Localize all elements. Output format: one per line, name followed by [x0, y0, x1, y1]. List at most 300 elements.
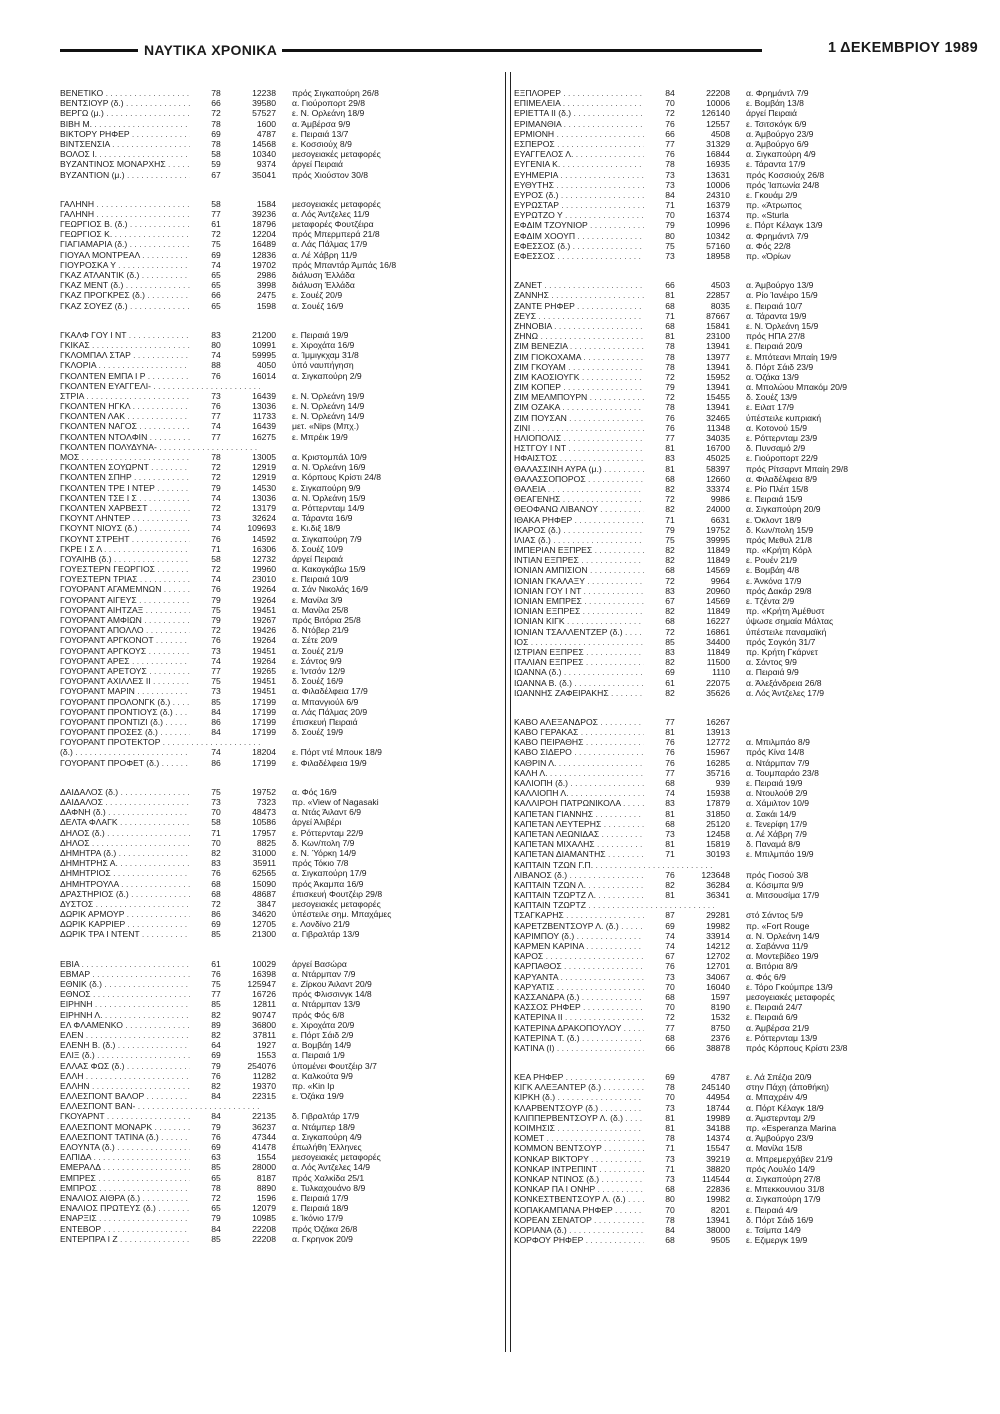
ship-name: ΓΙΟΥΑΛ ΜΟΝΤΡΕΑΛ . . .	[60, 250, 190, 260]
ship-name: ΖΙΜ ΓΚΟΥΑΜ . . .	[514, 362, 644, 372]
ship-name: ΘΑΛΑΣΣΟΠΟΡΟΣ . . .	[514, 474, 644, 484]
ship-row	[514, 494, 954, 504]
gross-tonnage: 14212	[706, 941, 730, 951]
ship-row	[514, 545, 954, 555]
gross-tonnage: 15967	[706, 747, 730, 758]
ship-status: ε. Ν. Όρλεάνη 19/9	[292, 390, 365, 401]
ship-row	[60, 929, 500, 939]
ship-name: ΚΑΤΕΡΙΝΑ Τ. (δ.) . . .	[514, 1033, 644, 1043]
ship-status: πρός Ίαπωνία 24/8	[746, 179, 820, 190]
ship-row	[60, 574, 500, 584]
ship-list-right-column	[514, 88, 954, 1264]
ship-status: ε. Ν. Όρλεάνη 14/9	[292, 401, 365, 412]
gross-tonnage: 10996	[706, 220, 730, 231]
ship-name: ΚΟΜΕΤ . . .	[514, 1133, 644, 1143]
ship-status: πρός Χιούστον 30/8	[292, 169, 369, 180]
gross-tonnage: 29281	[706, 910, 730, 921]
build-year: 82	[211, 1080, 221, 1091]
build-year: 78	[665, 361, 675, 372]
ship-status: α. Καλκούτα 9/9	[292, 1070, 353, 1081]
ship-row	[60, 360, 500, 370]
build-year: 70	[665, 981, 675, 992]
build-year: 88	[211, 360, 221, 371]
ship-status: α. Μπαχρέιν 4/9	[746, 1092, 808, 1103]
ship-row	[514, 1002, 954, 1012]
ship-row	[60, 503, 500, 513]
header-rule-right	[282, 49, 762, 52]
build-year: 77	[211, 665, 221, 676]
build-year: 66	[665, 280, 675, 291]
ship-name: ΕΒΜΑΡ . . .	[60, 969, 190, 979]
ship-status: μεσογειακές μεταφορές	[292, 198, 381, 209]
ship-row	[60, 209, 500, 219]
build-year: 78	[211, 118, 221, 129]
ship-name: ΓΟΥΟΡΑΝΤ ΠΡΟΤΕΚΤΟΡ . . .	[60, 737, 260, 747]
gross-tonnage: 19264	[252, 594, 276, 605]
build-year: 86	[211, 909, 221, 920]
build-year: 85	[211, 1233, 221, 1244]
gross-tonnage: 19752	[706, 524, 730, 535]
ship-name: ΔΩΡΙΚ ΚΑΡΡΙΕΡ . . .	[60, 919, 190, 929]
gross-tonnage: 8825	[256, 837, 276, 848]
ship-row	[60, 1142, 500, 1152]
newspaper-title: ΝΑΥΤΙΚΑ ΧΡΟΝΙΚΑ	[144, 42, 278, 58]
ship-name: ΔΩΡΙΚ ΤΡΑ Ι ΝΤΕΝΤ . . .	[60, 929, 190, 939]
ship-name: ΘΕΟΦΑΝΩ ΛΙΒΑΝΟΥ . . .	[514, 504, 644, 514]
build-year: 71	[665, 849, 675, 860]
build-year: 85	[211, 1162, 221, 1173]
gross-tonnage: 1597	[710, 991, 730, 1002]
ship-status: δ. Σουέζ 10/9	[292, 543, 344, 554]
ship-row	[514, 727, 954, 737]
build-year: 76	[665, 869, 675, 880]
ship-name: ΚΑΛΗ Λ. . . .	[514, 768, 644, 778]
ship-list-left-column	[60, 88, 500, 1263]
build-year: 77	[211, 411, 221, 422]
ship-status: α. Ν. Όρλεάνη 16/9	[292, 462, 366, 473]
build-year: 66	[665, 128, 675, 139]
ship-status: ε. Χιροχάτα 20/9	[292, 1019, 355, 1030]
build-year: 82	[665, 687, 675, 698]
ship-row	[60, 584, 500, 594]
build-year: 82	[211, 1029, 221, 1040]
build-year: 82	[665, 545, 675, 556]
gross-tonnage: 15841	[706, 320, 730, 331]
build-year: 78	[211, 138, 221, 149]
ship-row	[514, 972, 954, 982]
ship-row	[514, 565, 954, 575]
ship-row	[514, 1103, 954, 1113]
build-year: 85	[211, 696, 221, 707]
build-year: 78	[665, 1214, 675, 1225]
ship-name: ΚΑΛΛΙΟΠΗ Λ. . . .	[514, 788, 644, 798]
gross-tonnage: 10006	[706, 179, 730, 190]
build-year: 63	[211, 1152, 221, 1163]
ship-name: ΓΟΥΟΡΑΝΤ ΠΡΟΣΕΣ (δ.) . . .	[60, 727, 190, 737]
ship-group	[514, 88, 954, 261]
gross-tonnage: 33914	[706, 930, 730, 941]
ship-status: ε. Ρουέν 21/9	[746, 555, 798, 566]
build-year: 79	[211, 1213, 221, 1224]
ship-status: ε. Τσιτσκόγκ 6/9	[746, 118, 807, 129]
gross-tonnage: 12811	[252, 999, 276, 1010]
gross-tonnage: 59995	[252, 350, 276, 361]
ship-status: ύπέστειλε σημ. Μπαχάμες	[292, 909, 392, 920]
build-year: 74	[211, 747, 221, 758]
gross-tonnage: 12079	[252, 1203, 276, 1214]
ship-row	[514, 1082, 954, 1092]
build-year: 68	[665, 818, 675, 829]
build-year: 72	[211, 564, 221, 575]
build-year: 81	[665, 839, 675, 850]
ship-row	[514, 1023, 954, 1033]
ship-row	[60, 1050, 500, 1060]
build-year: 79	[665, 524, 675, 535]
gross-tonnage: 16267	[706, 716, 730, 727]
ship-name: ΓΚΟΛΝΤΕΝ ΤΣΕ Ι Σ . . .	[60, 493, 190, 503]
ship-status: α. Ίμμιγκχαμ 31/8	[292, 350, 359, 361]
ship-status: ε. Ν. Όρλεάνη 14/9	[292, 411, 365, 422]
ship-name: ΚΑΣΣΟΣ ΡΗΦΕΡ . . .	[514, 1002, 644, 1012]
ship-name: ΚΙΓΚ ΑΛΕΞΑΝΤΕΡ (δ.) . . .	[514, 1082, 644, 1092]
ship-row	[514, 443, 954, 453]
ship-name: ΚΑΒΟ ΓΕΡΑΚΑΣ . . .	[514, 727, 644, 737]
build-year: 73	[211, 390, 221, 401]
build-year: 85	[211, 929, 221, 940]
ship-status: ε. Πειραιά 10/9	[292, 574, 349, 585]
gross-tonnage: 15547	[706, 1143, 730, 1154]
ship-status: διάλυση Έλλάδα	[292, 280, 355, 291]
gross-tonnage: 10029	[252, 958, 276, 969]
ship-name: ΖΗΝΟΒΙΑ . . .	[514, 321, 644, 331]
ship-row	[514, 402, 954, 412]
ship-status: ε. Τυλκαχουάνο 8/9	[292, 1182, 366, 1193]
build-year: 73	[665, 828, 675, 839]
ship-name: ΘΕΑΓΕΝΗΣ . . .	[514, 494, 644, 504]
gross-tonnage: 13977	[706, 351, 730, 362]
ship-row	[514, 667, 954, 677]
ship-row	[60, 119, 500, 129]
ship-group	[60, 330, 500, 768]
build-year: 83	[665, 646, 675, 657]
ship-name: ΚΑΤΕΡΙΝΑ ΙΙ . . .	[514, 1012, 644, 1022]
ship-row	[60, 697, 500, 707]
ship-name: ΔΗΛΟΣ (δ.) . . .	[60, 828, 190, 838]
ship-name: ΖΙΝΙ . . .	[514, 423, 644, 433]
ship-row	[514, 331, 954, 341]
gross-tonnage: 3847	[256, 898, 276, 909]
ship-name: ΕΜΠΡΟΣ . . .	[60, 1183, 190, 1193]
ship-status: α. Σάντος 9/9	[746, 657, 797, 668]
build-year: 82	[211, 847, 221, 858]
ship-row	[514, 627, 954, 637]
ship-name: ΔΥΣΤΟΣ . . .	[60, 899, 190, 909]
ship-row	[514, 190, 954, 200]
gross-tonnage: 16489	[252, 239, 276, 250]
gross-tonnage: 9374	[256, 159, 276, 170]
ship-name: ΚΟΝΚΑΡ ΙΝΤΡΕΠΙΝΤ . . .	[514, 1164, 644, 1174]
build-year: 68	[665, 473, 675, 484]
ship-row	[514, 1164, 954, 1174]
gross-tonnage: 39236	[252, 208, 276, 219]
ship-row	[60, 1030, 500, 1040]
ship-name: ΓΟΥΟΡΑΝΤ ΜΑΡΙΝ . . .	[60, 686, 190, 696]
gross-tonnage: 16014	[252, 370, 276, 381]
build-year: 77	[665, 1022, 675, 1033]
ship-row	[514, 849, 954, 859]
ship-row	[60, 889, 500, 899]
build-year: 74	[665, 941, 675, 951]
ship-row	[514, 1174, 954, 1184]
ship-name: ΕΦΕΣΣΟΣ (δ.) . . .	[514, 241, 644, 251]
ship-status: πρ. «View of Nagasaki	[292, 797, 379, 807]
ship-row	[514, 1043, 954, 1053]
build-year: 72	[211, 625, 221, 636]
gross-tonnage: 39995	[706, 534, 730, 545]
ship-row	[514, 382, 954, 392]
ship-status: α. Κόσιμπα 9/9	[746, 879, 804, 890]
ship-row	[60, 1071, 500, 1081]
ship-status: πρός Ρίτσαρντ Μπαίη 29/8	[746, 463, 849, 474]
gross-tonnage: 12732	[252, 553, 276, 564]
ship-row	[514, 586, 954, 596]
build-year: 65	[211, 270, 221, 280]
ship-status: ε. Φιλαδέλφεια 19/9	[292, 757, 367, 768]
ship-name: ΓΚΟΛΝΤΕΝ ΠΟΛΥΔΥΝΑ- . . .	[60, 442, 260, 452]
ship-group	[514, 1072, 954, 1245]
build-year: 83	[211, 858, 221, 869]
gross-tonnage: 4503	[710, 280, 730, 291]
ship-name: ΓΟΥΟΡΑΝΤ ΠΡΟΦΕΤ (δ.) . . .	[60, 758, 190, 768]
ship-name: ΓΚΟΛΝΤΕΝ ΣΠΗΡ . . .	[60, 472, 190, 482]
ship-status: ε. Ρόττερνταμ 22/9	[292, 827, 364, 838]
ship-row	[514, 453, 954, 463]
ship-name: ΚΛΙΠΠΕΡΒΕΝΤΣΟΥΡ Λ. (δ.) . . .	[514, 1113, 644, 1123]
ship-name: ΕΛΠΙΔΑ . . .	[60, 1152, 190, 1162]
build-year: 65	[211, 1172, 221, 1183]
ship-status: α. Γιούρoπορτ 29/8	[292, 98, 366, 109]
gross-tonnage: 13941	[706, 402, 730, 413]
ship-status: άργεί Βασώρα	[292, 958, 347, 969]
ship-row	[60, 219, 500, 229]
ship-row	[60, 523, 500, 533]
ship-name: ΖΙΜ ΜΕΛΜΠΟΥΡΝ . . .	[514, 392, 644, 402]
ship-name: ΓΚΟΛΝΤΕΝ ΝΤΟΛΦΙΝ . . .	[60, 432, 190, 442]
ship-status: έπισκευή Πειραιά	[292, 716, 358, 727]
gross-tonnage: 35041	[252, 169, 276, 180]
ship-row	[60, 270, 500, 280]
ship-row	[60, 290, 500, 300]
ship-name: ΕΞΠΛΟΡΕΡ . . .	[514, 88, 644, 98]
ship-status: πρός Λουλέο 14/9	[746, 1163, 815, 1174]
build-year: 61	[211, 958, 221, 969]
build-year: 81	[665, 727, 675, 738]
ship-row	[60, 747, 500, 757]
ship-name: ΙΟΝΙΑΝ ΤΣΑΛΛΕΝΤΖΕΡ (δ.) . . .	[514, 627, 644, 637]
ship-row	[60, 969, 500, 979]
build-year: 83	[665, 453, 675, 464]
ship-row	[514, 778, 954, 788]
build-year: 65	[211, 300, 221, 311]
ship-status: ε. Λονδίνο 21/9	[292, 919, 350, 930]
gross-tonnage: 19960	[252, 564, 276, 575]
ship-name: ΚΑΡΟΣ . . .	[514, 951, 644, 961]
ship-name: ΚΑΡΥΑΤΙΣ . . .	[514, 982, 644, 992]
ship-name: ΔΑΙΔΑΛΟΣ . . .	[60, 797, 190, 807]
ship-status: α. Μπιλμπάο 8/9	[746, 737, 810, 748]
build-year: 72	[665, 626, 675, 637]
ship-name: ΙΛΙΑΣ (δ.) . . .	[514, 535, 644, 545]
ship-row	[60, 432, 500, 442]
ship-status: πρ. «Άτρωπος	[746, 200, 802, 211]
build-year: 58	[211, 149, 221, 160]
ship-row	[60, 707, 500, 717]
ship-row	[514, 129, 954, 139]
ship-name: ΓΟΥΟΡΑΝΤ ΑΠΟΛΛΟ . . .	[60, 625, 190, 635]
ship-row	[514, 433, 954, 443]
build-year: 58	[211, 198, 221, 209]
ship-status: α. Σάν Νικολάς 16/9	[292, 584, 369, 595]
gross-tonnage: 4787	[710, 1072, 730, 1083]
ship-status: α. Άμστερνταμ 2/9	[746, 1112, 816, 1123]
build-year: 76	[665, 412, 675, 423]
ship-status: α. Τουμπαράο 23/8	[746, 767, 819, 778]
ship-name: ΖΙΜ ΟΖΑΚΑ . . .	[514, 402, 644, 412]
ship-status: α. Ρίο Ίανέιρο 15/9	[746, 290, 818, 301]
build-year: 69	[211, 249, 221, 260]
build-year: 77	[211, 431, 221, 442]
ship-row	[60, 1122, 500, 1132]
gross-tonnage: 1596	[256, 1192, 276, 1203]
ship-name: ΓΙΟΥΡΟΣΚΑ Υ . . .	[60, 260, 190, 270]
ship-status: α. Ρόττερνταμ 14/9	[292, 502, 365, 513]
ship-status: ε. Τόρο Γκούμπρε 13/9	[746, 981, 833, 992]
ship-row	[60, 452, 500, 462]
build-year: 76	[211, 1070, 221, 1081]
ship-row	[514, 88, 954, 98]
ship-row	[60, 899, 500, 909]
build-year: 69	[211, 128, 221, 139]
build-year: 85	[211, 999, 221, 1010]
gross-tonnage: 1600	[256, 118, 276, 129]
ship-row	[514, 688, 954, 698]
build-year: 81	[665, 331, 675, 342]
ship-name: ΙΚΑΡΟΣ (δ.) . . .	[514, 525, 644, 535]
ship-name: ΚΟΝΚΑΡ ΒΙΚΤΟΡΥ . . .	[514, 1154, 644, 1164]
ship-status: α. Ντάρμπαν 7/9	[746, 757, 810, 768]
ship-status: άργεί Πειραιά	[292, 553, 343, 564]
ship-group	[60, 959, 500, 1244]
ship-row	[514, 637, 954, 647]
ship-name: ΕΡΜΙΟΝΗ . . .	[514, 129, 644, 139]
ship-row	[514, 423, 954, 433]
ship-name: ΕΝΑΛΙΟΣ ΑΙΘΡΑ (δ.) . . .	[60, 1193, 190, 1203]
build-year: 68	[665, 1184, 675, 1195]
gross-tonnage: 14568	[252, 138, 276, 149]
build-year: 68	[211, 878, 221, 889]
ship-name: ΙΜΠΕΡΙΑΝ ΕΞΠΡΕΣ . . .	[514, 545, 644, 555]
gross-tonnage: 22208	[252, 1233, 276, 1244]
ship-name: ΓΚΟΛΝΤΕΝ ΕΜΠΑ Ι Ρ . . .	[60, 371, 190, 381]
ship-status: α. Λάς Πάλμας 17/9	[292, 239, 368, 250]
ship-row	[514, 301, 954, 311]
ship-row	[60, 159, 500, 169]
ship-status: δ. Κων/πολη 7/9	[292, 837, 355, 848]
build-year: 71	[665, 1163, 675, 1174]
build-year: 83	[211, 329, 221, 340]
ship-name: ΚΑΡΜΕΝ ΚΑΡΙΝΑ . . .	[514, 941, 644, 951]
ship-name: ΓΚΟΛΝΤΕΝ ΧΑΡΒΕΣΤ . . .	[60, 503, 190, 513]
gross-tonnage: 20960	[706, 585, 730, 596]
ship-name: ΚΑΠΕΤΑΝ ΛΕΥΤΕΡΗΣ . . .	[514, 819, 644, 829]
gross-tonnage: 57527	[252, 108, 276, 119]
build-year: 68	[665, 1032, 675, 1043]
build-year: 71	[665, 514, 675, 525]
ship-row	[514, 890, 954, 900]
ship-row	[60, 149, 500, 159]
ship-status: ε. Βομβάη 4/8	[746, 565, 800, 576]
ship-status: δ. Πυνσαμό 2/9	[746, 443, 806, 454]
ship-name: ΓΑΛΗΝΗ . . .	[60, 209, 190, 219]
gross-tonnage: 23010	[252, 574, 276, 585]
ship-row	[514, 362, 954, 372]
ship-status: α. Τάραντα 19/9	[746, 310, 807, 321]
ship-status: α. Λέ Χάβρη 7/9	[746, 828, 807, 839]
ship-row	[514, 860, 954, 870]
gross-tonnage: 17199	[252, 696, 276, 707]
ship-row	[514, 1033, 954, 1043]
build-year: 65	[211, 280, 221, 291]
gross-tonnage: 13179	[252, 502, 276, 513]
gross-tonnage: 19265	[252, 665, 276, 676]
gross-tonnage: 11849	[706, 606, 730, 617]
ship-row	[514, 747, 954, 757]
ship-row	[60, 391, 500, 401]
build-year: 78	[665, 341, 675, 352]
gross-tonnage: 19267	[252, 615, 276, 625]
ship-row	[514, 951, 954, 961]
build-year: 73	[665, 179, 675, 190]
build-year: 69	[211, 1050, 221, 1061]
ship-row	[514, 829, 954, 839]
ship-status: μεσογειακές μεταφορές	[292, 898, 381, 909]
ship-row	[60, 411, 500, 421]
ship-status: ε. Όκλοντ 18/9	[746, 514, 802, 525]
ship-name: ΙΟΣ . . .	[514, 637, 644, 647]
ship-name: ΚΟΝΚΕΣΤΒΕΝΤΣΟΥΡ Λ. (δ.) . . .	[514, 1194, 644, 1204]
gross-tonnage: 25120	[706, 818, 730, 829]
ship-row	[60, 595, 500, 605]
gross-tonnage: 6631	[710, 514, 730, 525]
build-year: 58	[211, 817, 221, 828]
gross-tonnage: 62565	[252, 868, 276, 879]
gross-tonnage: 14569	[706, 565, 730, 576]
ship-name: ΓΚΟΥΝΤ ΣΤΡΕΗΤ . . .	[60, 534, 190, 544]
ship-status: α. Σιγκαπούρη 20/9	[746, 504, 821, 515]
ship-name: ΕΛΛΗ . . .	[60, 1071, 190, 1081]
ship-row	[60, 919, 500, 929]
ship-status: ε. Ν. Όρλεάνη 15/9	[746, 320, 819, 331]
ship-name: ΓΚΑΖ ΜΕΝΤ (δ.) . . .	[60, 280, 190, 290]
ship-name: ΓΚΟΛΝΤΕΝ ΤΡΕ Ι ΝΤΕΡ . . .	[60, 483, 190, 493]
ship-name: ΙΟΝΙΑΝ ΕΜΠΡΕΣ . . .	[514, 596, 644, 606]
ship-name: ΓΚΟΛΝΤΕΝ ΝΑΓΟΣ . . .	[60, 421, 190, 431]
build-year: 72	[665, 575, 675, 586]
ship-name: ΒΥΖΑΝΤΙΝΟΣ ΜΟΝΑΡΧΗΣ . . .	[60, 159, 190, 169]
ship-status: πρ. «Όρίων	[746, 251, 791, 261]
build-year: 73	[665, 971, 675, 982]
ship-name: ΚΟΜΜΟΝ ΒΕΝΤΣΟΥΡ . . .	[514, 1143, 644, 1153]
